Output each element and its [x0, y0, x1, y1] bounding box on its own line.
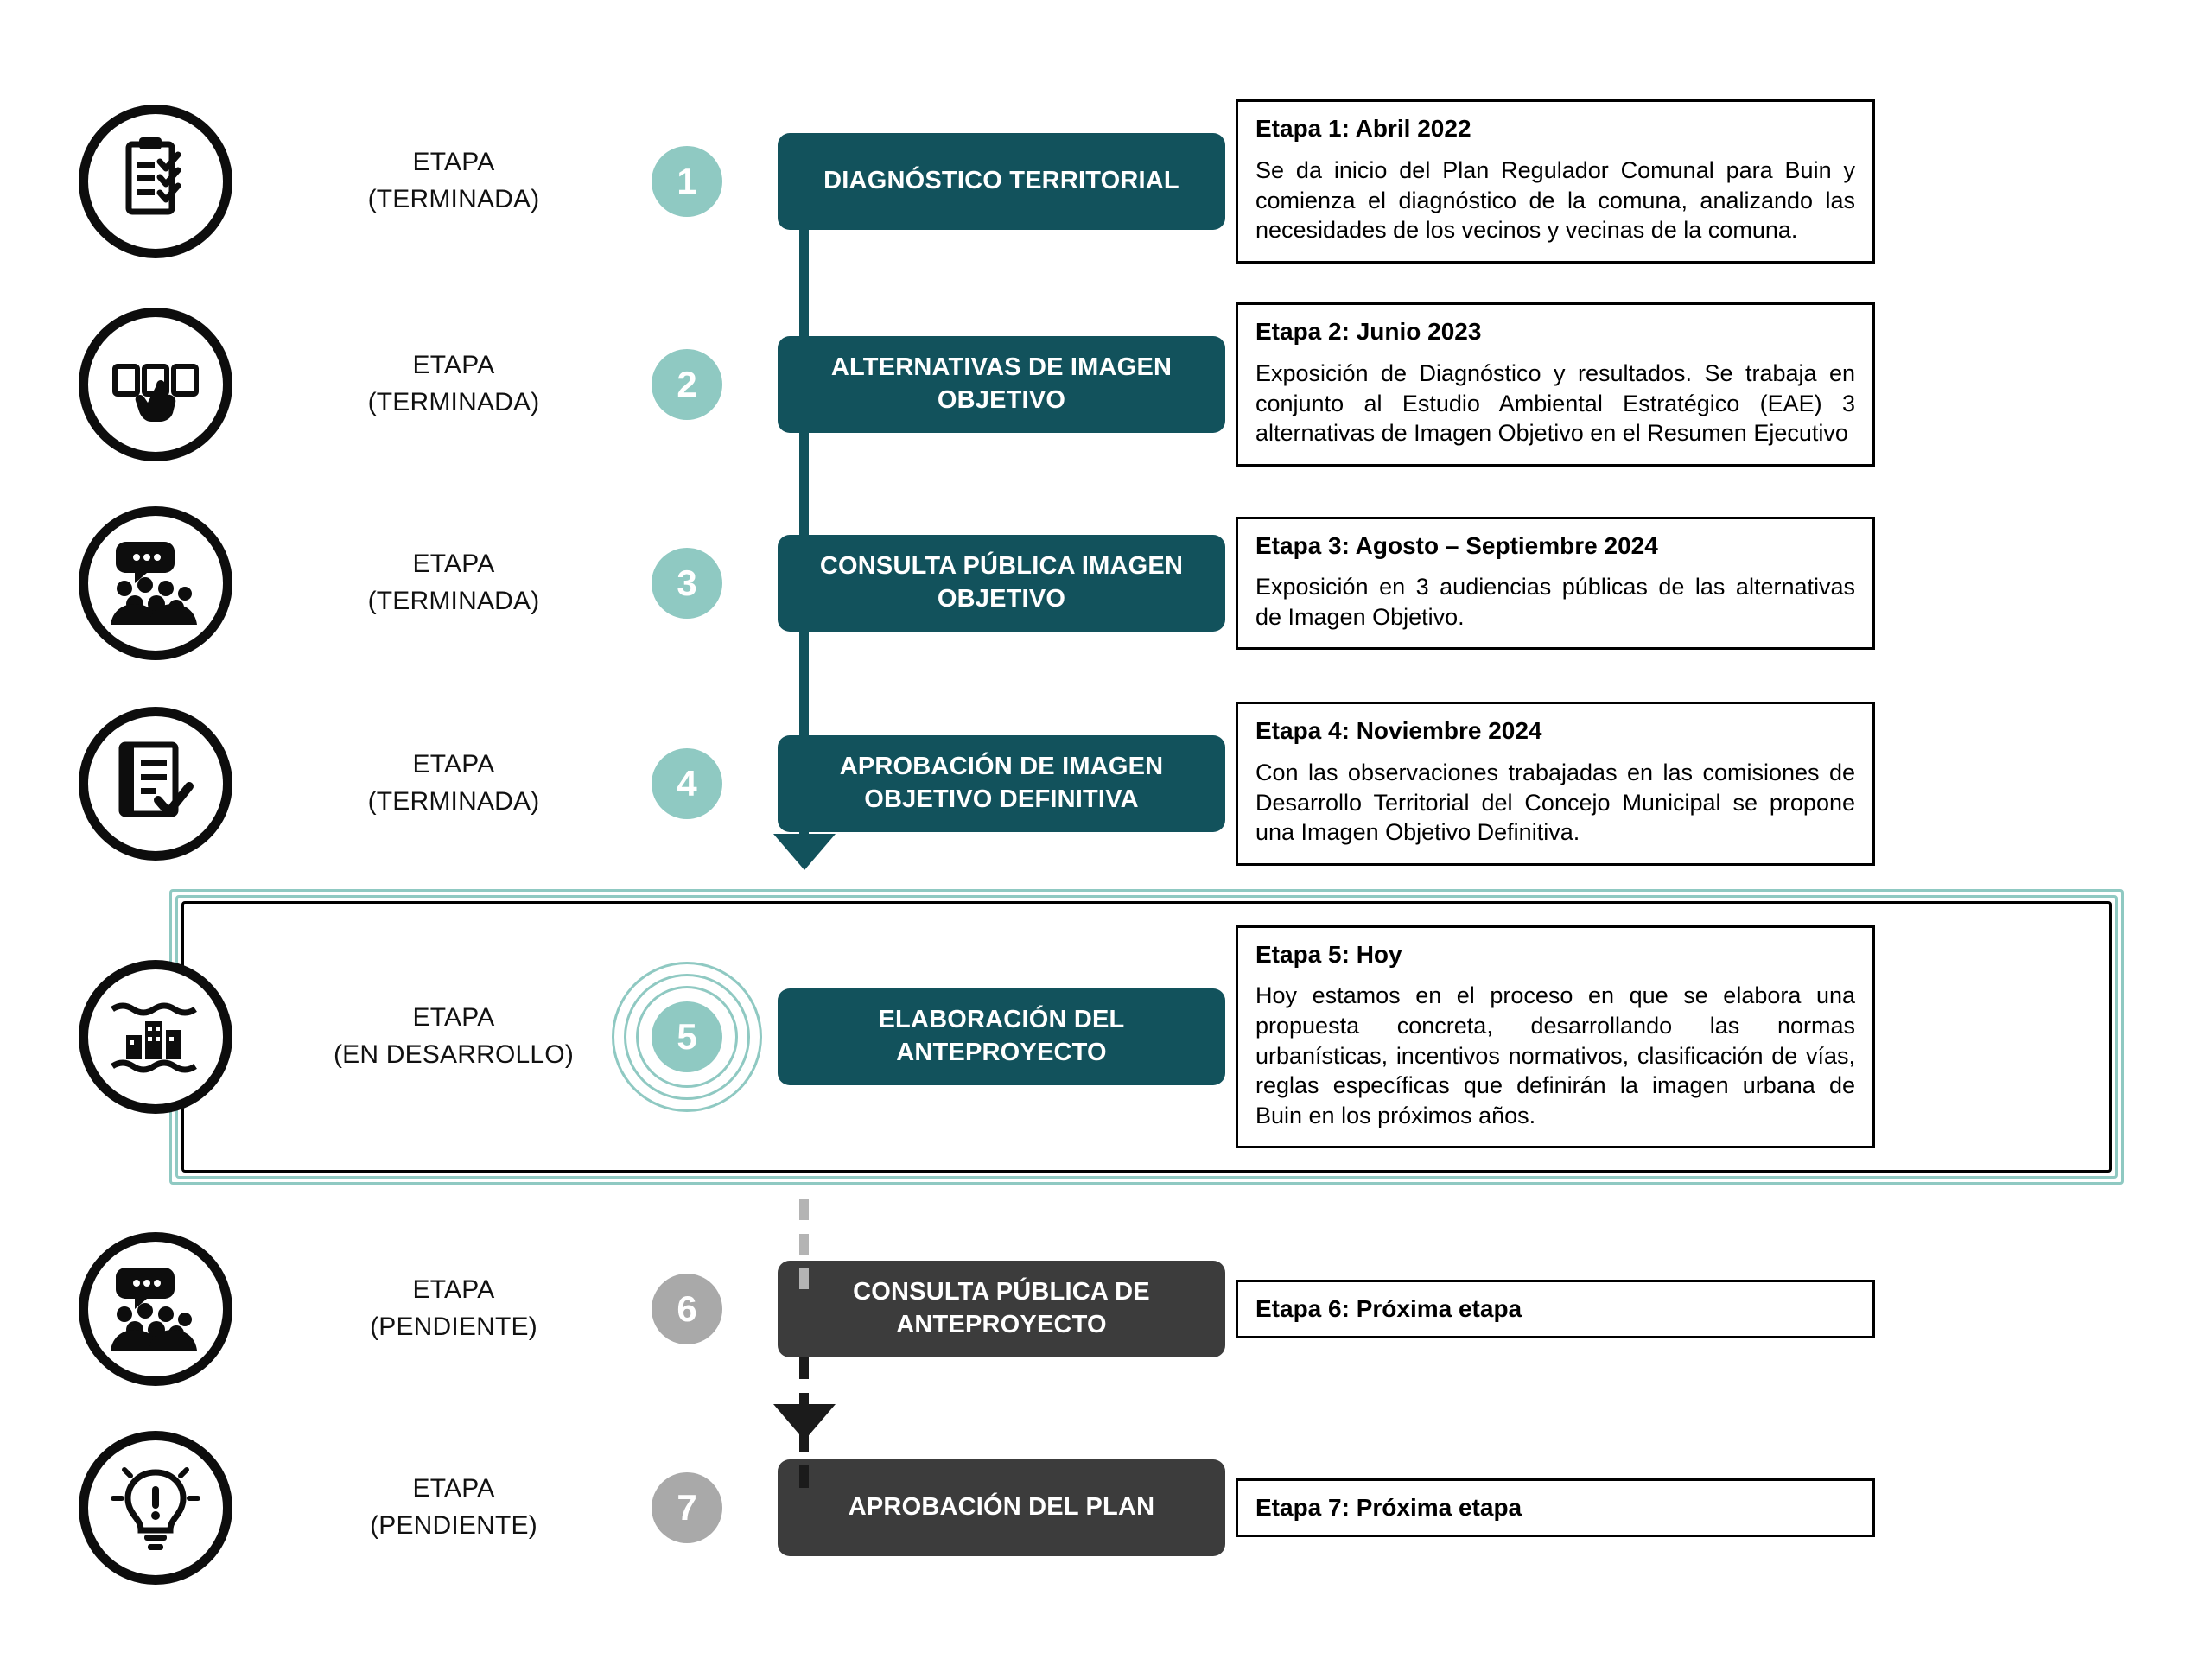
stage-title-2: ALTERNATIVAS DE IMAGEN OBJETIVO	[778, 336, 1225, 433]
stage-row-3	[0, 501, 2212, 665]
stage-title-7: APROBACIÓN DEL PLAN	[778, 1459, 1225, 1556]
stage-row-4	[0, 702, 2212, 866]
stage-status-line2-6: (PENDIENTE)	[370, 1313, 537, 1341]
stage-desc-box-7	[1236, 1478, 1875, 1537]
stage-title-cell-4	[778, 735, 1236, 832]
timeline-dashed-spine-upper	[799, 1199, 809, 1289]
stage-node-cell-2	[596, 349, 778, 420]
city-blueprint-icon	[79, 960, 232, 1114]
stage-desc-cell-1	[1236, 99, 2212, 263]
stage-title-3: CONSULTA PÚBLICA IMAGEN OBJETIVO	[778, 535, 1225, 632]
stage-node-2: 2	[652, 349, 722, 420]
stage-desc-body-2: Exposición de Diagnóstico y resultados. Se trabaja en conjunto al Estudio Ambiental Estratégico (EAE) 3 alternativas de Imagen Objetivo en el Resumen Ejecutivo	[1255, 359, 1855, 447]
stage-desc-cell-3	[1236, 517, 2212, 651]
stage-status-line2-1: (TERMINADA)	[367, 185, 540, 213]
stage-title-6: CONSULTA PÚBLICA DE ANTEPROYECTO	[778, 1261, 1225, 1357]
stage-status-4	[311, 747, 596, 820]
timeline-spine	[799, 181, 809, 838]
stage-desc-title-1: Etapa 1: Abril 2022	[1255, 115, 1471, 143]
public-audience-icon	[79, 1232, 232, 1386]
stage-title-4: APROBACIÓN DE IMAGEN OBJETIVO DEFINITIVA	[778, 735, 1225, 832]
stage-status-line1-7: ETAPA	[412, 1474, 495, 1503]
stage-desc-body-3: Exposición en 3 audiencias públicas de las alternativas de Imagen Objetivo.	[1255, 574, 1855, 630]
stage-node-cell-7	[596, 1472, 778, 1543]
stage-desc-title-2: Etapa 2: Junio 2023	[1255, 318, 1482, 346]
stage-status-line2-7: (PENDIENTE)	[370, 1511, 537, 1540]
stage-title-cell-7	[778, 1459, 1236, 1556]
stage-node-6: 6	[652, 1274, 722, 1344]
stage-title-1: DIAGNÓSTICO TERRITORIAL	[778, 133, 1225, 230]
stage-desc-box-6	[1236, 1280, 1875, 1338]
stage-icon-cell-3	[0, 506, 311, 660]
stage-status-line2-5: (EN DESARROLLO)	[333, 1040, 575, 1069]
stage-status-line1-3: ETAPA	[412, 550, 495, 579]
stage-icon-cell-6	[0, 1232, 311, 1386]
stage-status-line1-2: ETAPA	[412, 351, 495, 380]
checklist-document-icon	[79, 105, 232, 258]
stage-row-2	[0, 302, 2212, 467]
approved-document-icon	[79, 707, 232, 861]
stage-desc-cell-7	[1236, 1478, 2212, 1537]
stage-row-1	[0, 104, 2212, 259]
stage-status-line1-6: ETAPA	[412, 1275, 495, 1305]
stage-node-cell-5	[596, 1001, 778, 1072]
stage-status-line1-5: ETAPA	[412, 1003, 495, 1033]
public-audience-icon	[79, 506, 232, 660]
stage-icon-cell-1	[0, 105, 311, 258]
stage-title-cell-3	[778, 535, 1236, 632]
stage-icon-cell-4	[0, 707, 311, 861]
stage-title-cell-2	[778, 336, 1236, 433]
select-option-hand-icon	[79, 308, 232, 461]
stage-node-cell-4	[596, 748, 778, 819]
stage-status-2	[311, 347, 596, 421]
stage-node-7: 7	[652, 1472, 722, 1543]
stage-status-line1-4: ETAPA	[412, 750, 495, 779]
stage-desc-box-1	[1236, 99, 1875, 263]
stage-desc-cell-6	[1236, 1280, 2212, 1338]
stage-desc-title-5: Etapa 5: Hoy	[1255, 940, 1402, 968]
stage-title-5: ELABORACIÓN DEL ANTEPROYECTO	[778, 988, 1225, 1085]
stage-status-1	[311, 144, 596, 218]
stage-node-cell-3	[596, 548, 778, 619]
stage-row-6	[0, 1227, 2212, 1391]
stage-desc-box-5	[1236, 925, 1875, 1148]
stage-status-line2-3: (TERMINADA)	[367, 587, 540, 615]
stage-title-cell-6	[778, 1261, 1236, 1357]
stage-desc-box-3	[1236, 517, 1875, 651]
stage-desc-body-4: Con las observaciones trabajadas en las comisiones de Desarrollo Territorial del Concejo Municipal se propone una Imagen Objetivo Definitiva.	[1255, 759, 1855, 846]
stage-desc-title-6: Etapa 6: Próxima etapa	[1255, 1295, 1522, 1323]
stage-title-cell-5	[778, 988, 1236, 1085]
stage-status-7	[311, 1471, 596, 1544]
stage-desc-cell-2	[1236, 302, 2212, 466]
stage-node-cell-6	[596, 1274, 778, 1344]
stage-status-line1-1: ETAPA	[412, 148, 495, 177]
stage-desc-box-4	[1236, 702, 1875, 865]
stage-icon-cell-7	[0, 1431, 311, 1585]
stage-desc-title-7: Etapa 7: Próxima etapa	[1255, 1494, 1522, 1522]
stage-status-line2-2: (TERMINADA)	[367, 388, 540, 416]
stage-row-5	[0, 940, 2212, 1128]
stage-desc-body-1: Se da inicio del Plan Regulador Comunal para Buin y comienza el diagnóstico de la comuna, analizando las necesidades de los vecinos y vecinas de la comuna.	[1255, 156, 1855, 244]
stage-row-7	[0, 1426, 2212, 1590]
stage-node-4: 4	[652, 748, 722, 819]
lightbulb-idea-icon	[79, 1431, 232, 1585]
stage-node-3: 3	[652, 548, 722, 619]
stage-status-line2-4: (TERMINADA)	[367, 787, 540, 816]
stage-desc-title-4: Etapa 4: Noviembre 2024	[1255, 717, 1542, 745]
stage-desc-cell-4	[1236, 702, 2212, 865]
stage-status-3	[311, 546, 596, 620]
timeline-arrow-head	[773, 834, 836, 870]
stage-icon-cell-5	[0, 960, 311, 1114]
stage-icon-cell-2	[0, 308, 311, 461]
stage-node-5: 5	[652, 1001, 722, 1072]
stage-status-5	[311, 1000, 596, 1073]
stage-desc-cell-5	[1236, 925, 2212, 1148]
stage-title-cell-1	[778, 133, 1236, 230]
stage-desc-body-5: Hoy estamos en el proceso en que se elabora una propuesta concreta, desarrollando las normas urbanísticas, incentivos normativos, clasificación de vías, reglas específicas que definirán la imagen urbana de Buin en los próximos años.	[1255, 982, 1855, 1128]
stage-node-1: 1	[652, 146, 722, 217]
stage-desc-box-2	[1236, 302, 1875, 466]
timeline-dashed-arrow-head	[773, 1404, 836, 1440]
stage-status-6	[311, 1272, 596, 1345]
stage-desc-title-3: Etapa 3: Agosto – Septiembre 2024	[1255, 531, 1658, 559]
stage-node-cell-1	[596, 146, 778, 217]
